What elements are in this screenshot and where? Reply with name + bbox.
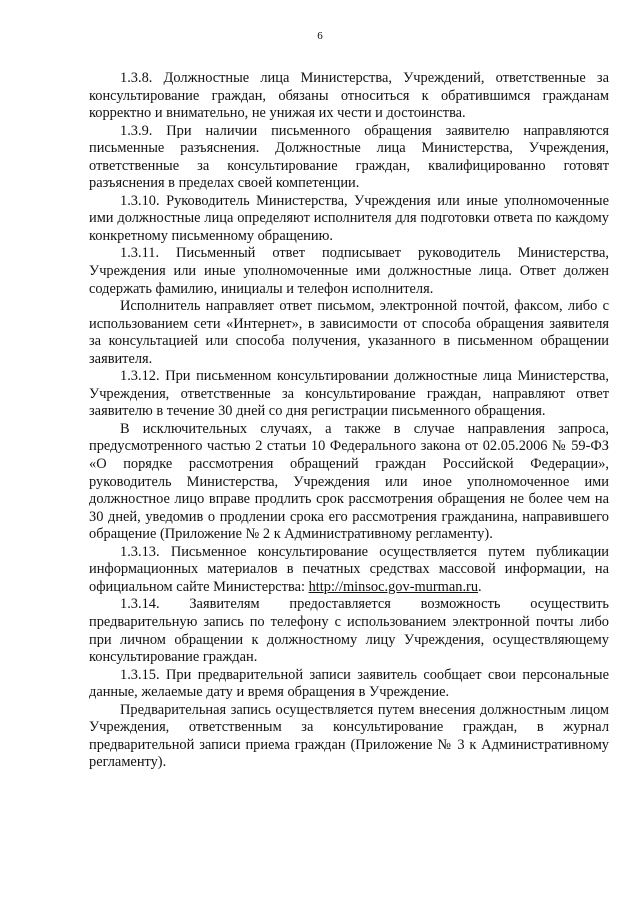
paragraph-1-3-14: 1.3.14. Заявителям предоставляется возможность осуществить предварительную запись по телефону с использованием электронной почты либо при личном обращении к должностному лицу Учреждения, осуществляющему консультирование граждан. (89, 596, 609, 666)
paragraph-executor: Исполнитель направляет ответ письмом, электронной почтой, факсом, либо с использованием сети «Интернет», в зависимости от способа обращения заявителя за консультацией или способа получения, указанного в письменном обращении заявителя. (89, 298, 609, 367)
ministry-website-link[interactable]: http://minsoc.gov-murman.ru (308, 578, 479, 595)
paragraph-1-3-10: 1.3.10. Руководитель Министерства, Учреждения или иные уполномоченные ими должностные лица определяют исполнителя для подготовки ответа по каждому конкретному письменному обращению. (89, 192, 609, 244)
paragraph-1-3-8: 1.3.8. Должностные лица Министерства, Учреждений, ответственные за консультирование граждан, обязаны относиться к обратившимся гражданам корректно и внимательно, не унижая их чести и достоинства. (89, 70, 609, 122)
paragraph-1-3-12: 1.3.12. При письменном консультировании должностные лица Министерства, Учреждения, ответственные за консультирование граждан, направляют ответ заявителю в течение 30 дней со дня регистрации письменного обращения. (89, 368, 609, 420)
paragraph-1-3-13-end: . (478, 578, 482, 595)
document-body (89, 70, 609, 772)
paragraph-1-3-13-text: 1.3.13. Письменное консультирование осуществляется путем публикации информационных материалов в печатных средствах массовой информации, на официальном сайте Министерства: (89, 543, 609, 595)
paragraph-preliminary-record: Предварительная запись осуществляется путем внесения должностным лицом Учреждения, ответственным за консультирование граждан, в журнал предварительной записи приема граждан (Приложение № 3 к Административному регламенту). (89, 701, 609, 771)
paragraph-1-3-13 (89, 544, 609, 597)
page-number: 6 (317, 30, 323, 42)
paragraph-1-3-9: 1.3.9. При наличии письменного обращения заявителю направляются письменные разъяснения. Должностные лица Министерства, Учреждения, ответственные за консультирование граждан, квалифицированно готовят разъяснения в пределах своей компетенции. (89, 122, 609, 192)
paragraph-1-3-15: 1.3.15. При предварительной записи заявитель сообщает свои персональные данные, желаемые дату и время обращения в Учреждение. (89, 666, 609, 701)
paragraph-exceptional-cases: В исключительных случаях, а также в случае направления запроса, предусмотренного частью 2 статьи 10 Федерального закона от 02.05.2006 № 59-ФЗ «О порядке рассмотрения обращений граждан Российской Федерации», руководитель Министерства, Учреждения или иное уполномоченное ими должностное лицо вправе продлить срок рассмотрения обращения не более чем на 30 дней, уведомив о продлении срока его рассмотрения гражданина, направившего обращение (Приложение № 2 к Административному регламенту). (89, 420, 609, 543)
paragraph-1-3-11: 1.3.11. Письменный ответ подписывает руководитель Министерства, Учреждения или иные уполномоченные ими должностные лица. Ответ должен содержать фамилию, инициалы и телефон исполнителя. (89, 245, 609, 297)
